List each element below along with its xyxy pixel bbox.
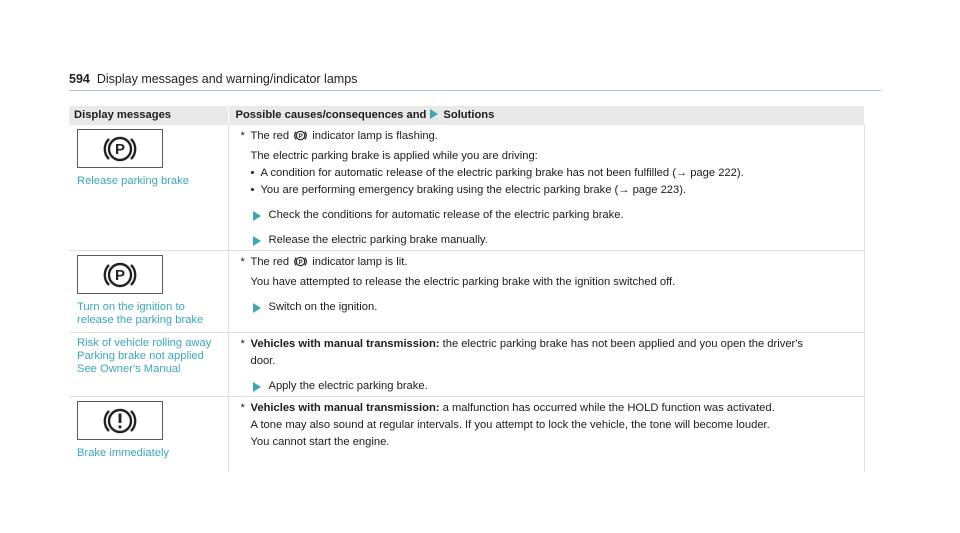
footnote-star: * (240, 402, 245, 414)
arrow-right-icon (253, 236, 261, 246)
footnote-star: * (240, 130, 245, 142)
action-text: Release the electric parking brake manually. (268, 234, 488, 246)
cause-line (241, 255, 860, 273)
message-cell (69, 125, 228, 251)
cause-line: door. (250, 355, 276, 367)
svg-text:P: P (114, 140, 126, 158)
svg-text:P: P (298, 258, 303, 266)
table-row (69, 251, 865, 333)
message-line: Parking brake not applied (77, 350, 204, 362)
column-header-solutions (228, 106, 865, 125)
parking-brake-icon (294, 129, 307, 147)
table-row (69, 333, 865, 397)
action-step (241, 208, 860, 223)
header-rule (69, 90, 881, 91)
page-title: Display messages and warning/indicator lamps (96, 72, 358, 86)
display-lamp-box (77, 401, 163, 440)
cause-text: indicator lamp is flashing. (312, 130, 438, 142)
message-cell (69, 397, 228, 473)
table-row (69, 125, 865, 251)
cause-text: the electric parking brake has not been applied and you open the driver's (442, 338, 803, 350)
cause-text: The red (250, 130, 290, 142)
column-header-messages: Display messages (69, 106, 228, 125)
solution-cell (228, 125, 865, 251)
message-line: Release parking brake (77, 175, 189, 187)
display-lamp-box (77, 129, 163, 168)
cause-line: You cannot start the engine. (250, 436, 390, 448)
parking-brake-icon (294, 255, 307, 273)
arrow-right-icon (253, 211, 261, 221)
solution-cell (228, 397, 865, 473)
condition-label: Vehicles with manual transmission: (250, 402, 440, 414)
cause-line (241, 337, 860, 352)
message-text (77, 447, 223, 460)
message-cell (69, 251, 228, 333)
cause-line (241, 129, 860, 147)
page-header (69, 72, 357, 86)
message-line: Risk of vehicle rolling away (77, 337, 212, 349)
page-number: 594 (69, 72, 90, 86)
message-cell (69, 333, 228, 397)
bullet-text: A condition for automatic release of the electric parking brake has not been fulfilled (→ page 222). (260, 167, 744, 179)
cause-line: The electric parking brake is applied while you are driving: (250, 150, 538, 162)
solution-cell (228, 333, 865, 397)
cause-line: You have attempted to release the electric parking brake with the ignition switched off. (250, 276, 676, 288)
message-text (77, 175, 223, 188)
column-header-suffix: Solutions (443, 109, 495, 121)
parking-brake-icon (103, 259, 137, 291)
footnote-star: * (240, 338, 245, 350)
message-line: See Owner's Manual (77, 363, 181, 375)
bullet-item (241, 183, 860, 198)
cause-line: A tone may also sound at regular intervals. If you attempt to lock the vehicle, the tone will become louder. (250, 419, 770, 431)
message-text (77, 301, 223, 327)
column-header-prefix: Possible causes/consequences and (235, 109, 427, 121)
action-text: Apply the electric parking brake. (268, 380, 428, 392)
condition-label: Vehicles with manual transmission: (250, 338, 440, 350)
display-lamp-box (77, 255, 163, 294)
message-line: Turn on the ignition to (77, 301, 185, 313)
action-step (241, 233, 860, 248)
message-line: Brake immediately (77, 447, 170, 459)
svg-text:P: P (298, 132, 303, 140)
table-row (69, 397, 865, 473)
bullet-text: You are performing emergency braking using the electric parking brake (→ page 223). (260, 184, 687, 196)
bullet-dot: • (250, 167, 255, 179)
action-text: Switch on the ignition. (268, 301, 378, 313)
arrow-right-icon (253, 303, 261, 313)
cause-text: indicator lamp is lit. (312, 256, 408, 268)
parking-brake-icon (103, 133, 137, 165)
bullet-dot: • (250, 184, 255, 196)
brake-warning-icon (103, 405, 137, 437)
arrow-right-icon (253, 382, 261, 392)
display-messages-table (69, 106, 865, 472)
table-header-row (69, 106, 865, 125)
cause-line (241, 401, 860, 416)
footnote-star: * (240, 256, 245, 268)
arrow-right-icon (430, 109, 438, 119)
action-step (241, 300, 860, 315)
cause-text: a malfunction has occurred while the HOLD function was activated. (442, 402, 775, 414)
bullet-item (241, 166, 860, 181)
message-text (77, 337, 223, 376)
action-text: Check the conditions for automatic release of the electric parking brake. (268, 209, 624, 221)
svg-text:P: P (114, 266, 126, 284)
cause-text: The red (250, 256, 290, 268)
action-step (241, 379, 860, 394)
solution-cell (228, 251, 865, 333)
message-line: release the parking brake (77, 314, 204, 326)
